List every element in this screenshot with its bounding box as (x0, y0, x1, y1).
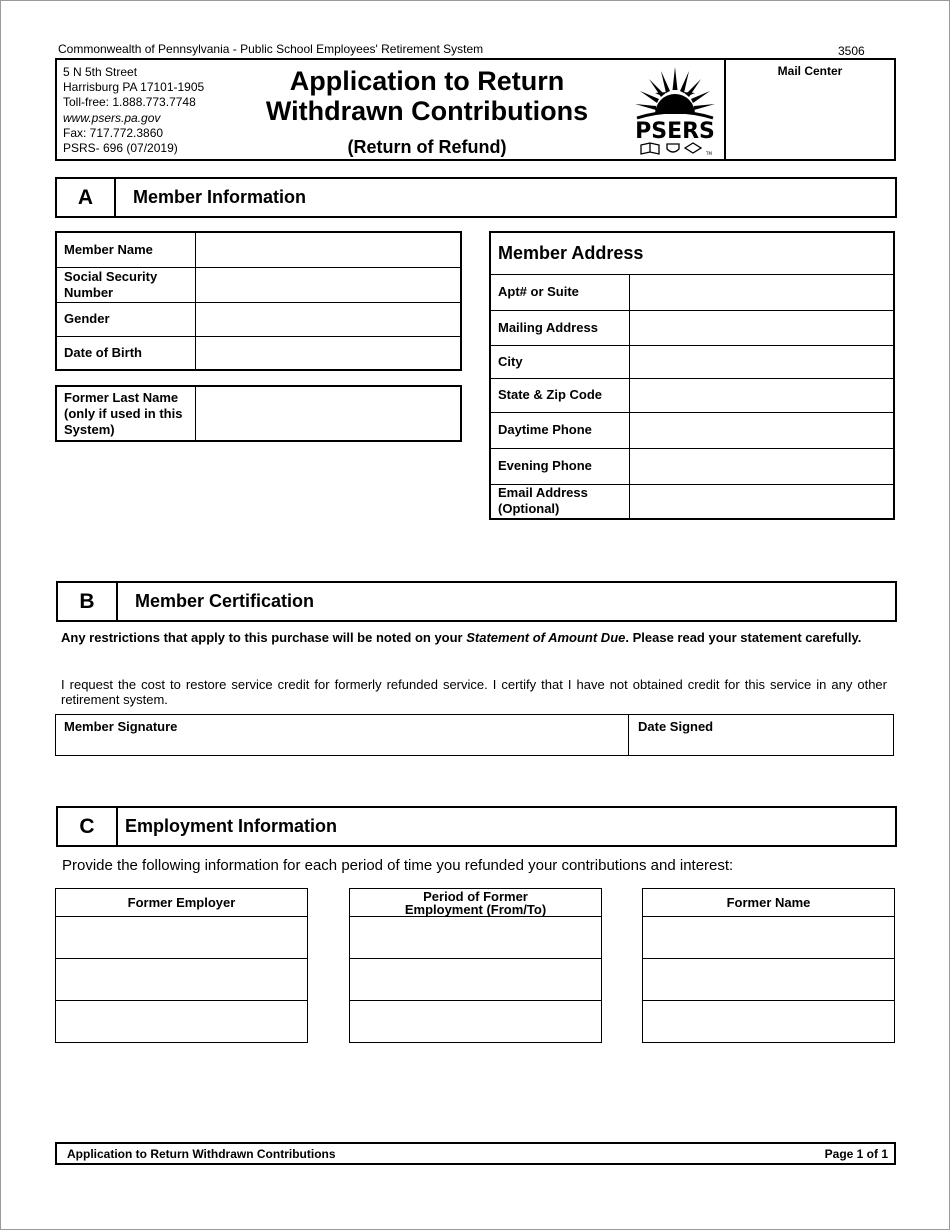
email-input[interactable] (629, 484, 894, 519)
notice-text: Any restrictions that apply to this purchase will be noted on your (61, 630, 467, 645)
column-header: Former Name (643, 889, 894, 917)
employment-period-input[interactable] (350, 1001, 601, 1042)
trademark-symbol: TM (706, 151, 712, 156)
table-row (490, 484, 894, 519)
column-header: Former Employer (56, 889, 307, 917)
table-row (56, 336, 461, 370)
former-employer-input[interactable] (56, 959, 307, 1001)
table-row (56, 232, 461, 267)
website-link[interactable]: www.psers.pa.gov (63, 110, 161, 125)
section-title: Member Certification (135, 591, 315, 611)
table-row (490, 232, 894, 274)
restrictions-notice (61, 630, 887, 645)
signature-box (55, 714, 894, 756)
contact-address (63, 65, 204, 156)
mail-center-label: Mail Center (777, 64, 843, 78)
address-heading: Member Address (490, 232, 894, 274)
former-last-name-table (55, 385, 462, 442)
former-employer-table (55, 888, 308, 1043)
page-number: Page 1 of 1 (824, 1147, 888, 1161)
table-row (56, 302, 461, 336)
form-number: 3506 (838, 44, 865, 58)
table-row (490, 274, 894, 310)
employment-period-input[interactable] (350, 959, 601, 1001)
former-name-input[interactable] (643, 1001, 894, 1042)
table-row (56, 386, 461, 441)
dob-input[interactable] (195, 336, 461, 370)
ssn-input[interactable] (195, 267, 461, 302)
field-label: City (490, 345, 629, 378)
section-c-header (56, 806, 897, 847)
evening-phone-input[interactable] (629, 448, 894, 484)
former-name-input[interactable] (643, 917, 894, 959)
member-name-input[interactable] (195, 232, 461, 267)
title-line-2: Withdrawn Contributions (265, 96, 589, 126)
field-label: Evening Phone (490, 448, 629, 484)
statement-of-amount-due: Statement of Amount Due (466, 630, 626, 645)
footer-title: Application to Return Withdrawn Contributions (67, 1147, 336, 1161)
section-letter: B (58, 583, 118, 620)
section-a-header (55, 177, 897, 218)
table-row (490, 448, 894, 484)
former-employer-input[interactable] (56, 917, 307, 959)
agency-line: Commonwealth of Pennsylvania - Public School Employees' Retirement System (58, 42, 484, 56)
fax-number: Fax: 717.772.3860 (63, 125, 164, 140)
field-label: State & Zip Code (490, 378, 629, 412)
section-letter: A (57, 179, 116, 216)
section-b-header (56, 581, 897, 622)
field-label: Gender (56, 302, 195, 336)
field-label: Mailing Address (490, 310, 629, 345)
address-line: 5 N 5th Street (63, 65, 138, 79)
daytime-phone-input[interactable] (629, 412, 894, 448)
apt-suite-input[interactable] (629, 274, 894, 310)
logo-emblems-icon (641, 143, 701, 154)
mailing-address-input[interactable] (629, 310, 894, 345)
table-row (490, 378, 894, 412)
notice-text: . Please read your statement carefully. (625, 630, 862, 645)
employment-period-input[interactable] (350, 917, 601, 959)
field-label: Member Name (56, 232, 195, 267)
address-line: Toll-free: 1.888.773.7748 (63, 95, 196, 110)
table-row (490, 412, 894, 448)
field-label: Former Last Name (only if used in this System) (56, 386, 195, 441)
logo-wordmark: PSERS (635, 119, 715, 144)
city-input[interactable] (629, 345, 894, 378)
member-info-table (55, 231, 462, 371)
former-employer-input[interactable] (56, 1001, 307, 1042)
date-signed-field[interactable] (629, 715, 893, 755)
former-name-input[interactable] (643, 959, 894, 1001)
member-address-table (489, 231, 895, 520)
table-row (56, 267, 461, 302)
section-title: Employment Information (125, 816, 338, 836)
address-line: Harrisburg PA 17101-1905 (63, 80, 205, 95)
section-title: Member Information (133, 187, 307, 207)
member-signature-label: Member Signature (64, 719, 178, 734)
form-header (55, 58, 896, 161)
form-title (252, 66, 602, 126)
former-name-table (642, 888, 895, 1043)
form-subtitle: (Return of Refund) (347, 137, 507, 157)
member-signature-field[interactable] (56, 715, 628, 755)
psers-logo (629, 62, 721, 157)
employment-instruction: Provide the following information for each period of time you refunded your contributions and interest: (62, 857, 734, 874)
mail-center-box (724, 60, 894, 159)
gender-input[interactable] (195, 302, 461, 336)
column-header: Period of Former Employment (From/To) (350, 889, 601, 917)
certification-text: I request the cost to restore service credit for formerly refunded service. I certify that I have not obtained credit for this service in any other retirement system. (61, 677, 887, 707)
page-footer (55, 1142, 896, 1165)
date-signed-label: Date Signed (638, 719, 714, 734)
field-label: Social Security Number (56, 267, 195, 302)
field-label: Date of Birth (56, 336, 195, 370)
section-letter: C (58, 808, 118, 845)
former-last-name-input[interactable] (195, 386, 461, 441)
field-label: Daytime Phone (490, 412, 629, 448)
form-code: PSRS- 696 (07/2019) (63, 141, 178, 156)
title-line-1: Application to Return (289, 66, 565, 96)
field-label: Apt# or Suite (490, 274, 629, 310)
table-row (490, 345, 894, 378)
employment-period-table (349, 888, 602, 1043)
field-label: Email Address (Optional) (490, 484, 629, 519)
state-zip-input[interactable] (629, 378, 894, 412)
table-row (490, 310, 894, 345)
